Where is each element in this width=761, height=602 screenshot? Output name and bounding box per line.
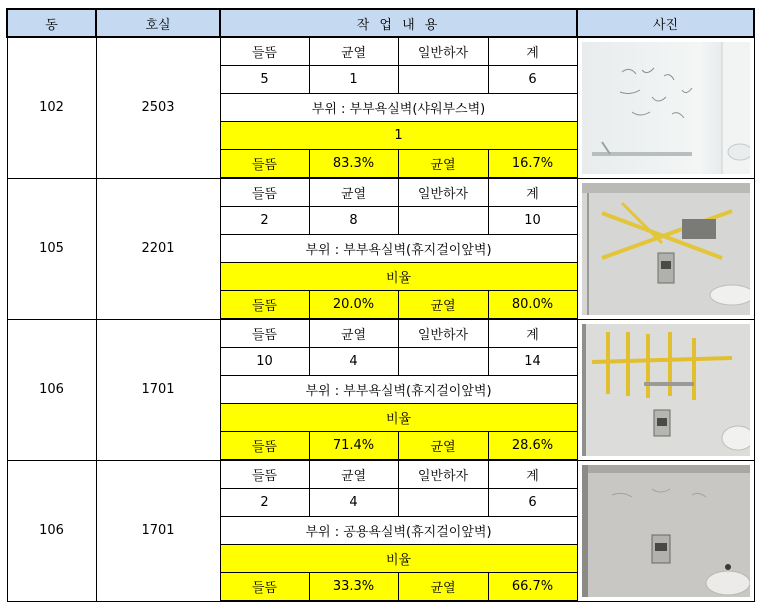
value-cell: 10 xyxy=(488,207,577,235)
col-label: 균열 xyxy=(309,460,398,489)
col-label: 계 xyxy=(488,460,577,489)
bathroom-wall-photo xyxy=(582,465,750,597)
col-label: 들뜸 xyxy=(220,319,309,348)
col-label: 일반하자 xyxy=(398,37,488,66)
ratio-type-1: 들뜸 xyxy=(220,291,309,320)
room-cell: 2503 xyxy=(96,37,220,178)
col-label: 균열 xyxy=(309,178,398,207)
room-cell: 1701 xyxy=(96,460,220,601)
col-label: 계 xyxy=(488,178,577,207)
ratio-value-1: 83.3% xyxy=(309,150,398,179)
defect-table xyxy=(6,8,755,602)
ratio-label: 비율 xyxy=(220,404,577,432)
ratio-value-1: 20.0% xyxy=(309,291,398,320)
value-cell: 6 xyxy=(488,489,577,517)
ratio-value-1: 33.3% xyxy=(309,573,398,602)
value-cell xyxy=(398,207,488,235)
room-cell: 2201 xyxy=(96,178,220,319)
col-label: 균열 xyxy=(309,37,398,66)
part-description: 부위 : 부부욕실벽(휴지걸이앞벽) xyxy=(220,235,577,263)
value-cell: 5 xyxy=(220,66,309,94)
photo-cell xyxy=(577,319,754,460)
col-label: 들뜸 xyxy=(220,37,309,66)
record-row xyxy=(7,319,754,348)
ratio-type-2: 균열 xyxy=(398,291,488,320)
col-label: 일반하자 xyxy=(398,460,488,489)
value-cell: 2 xyxy=(220,207,309,235)
col-label: 균열 xyxy=(309,319,398,348)
col-label: 계 xyxy=(488,319,577,348)
value-cell: 10 xyxy=(220,348,309,376)
value-cell: 4 xyxy=(309,489,398,517)
col-label: 들뜸 xyxy=(220,178,309,207)
header-room: 호실 xyxy=(96,9,220,37)
col-label: 일반하자 xyxy=(398,178,488,207)
record-row xyxy=(7,37,754,66)
ratio-label: 비율 xyxy=(220,263,577,291)
dong-cell: 106 xyxy=(7,319,96,460)
ratio-label: 비율 xyxy=(220,545,577,573)
dong-cell: 102 xyxy=(7,37,96,178)
value-cell xyxy=(398,489,488,517)
part-description: 부위 : 부부욕실벽(샤워부스벽) xyxy=(220,94,577,122)
dong-cell: 106 xyxy=(7,460,96,601)
photo-cell xyxy=(577,460,754,601)
part-description: 부위 : 부부욕실벽(휴지걸이앞벽) xyxy=(220,376,577,404)
ratio-label: 1 xyxy=(220,122,577,150)
record-row xyxy=(7,178,754,207)
header-photo: 사진 xyxy=(577,9,754,37)
col-label: 들뜸 xyxy=(220,460,309,489)
wall-tape-lines-photo xyxy=(582,324,750,456)
ratio-value-2: 80.0% xyxy=(488,291,577,320)
value-cell: 4 xyxy=(309,348,398,376)
ratio-value-1: 71.4% xyxy=(309,432,398,461)
part-description: 부위 : 공용욕실벽(휴지걸이앞벽) xyxy=(220,517,577,545)
header-dong: 동 xyxy=(7,9,96,37)
value-cell xyxy=(398,66,488,94)
shower-wall-photo xyxy=(582,42,750,174)
record-row xyxy=(7,460,754,489)
room-cell: 1701 xyxy=(96,319,220,460)
wall-tape-x-photo xyxy=(582,183,750,315)
dong-cell: 105 xyxy=(7,178,96,319)
value-cell: 6 xyxy=(488,66,577,94)
ratio-type-1: 들뜸 xyxy=(220,150,309,179)
col-label: 일반하자 xyxy=(398,319,488,348)
value-cell: 14 xyxy=(488,348,577,376)
value-cell xyxy=(398,348,488,376)
photo-cell xyxy=(577,37,754,178)
photo-cell xyxy=(577,178,754,319)
ratio-type-1: 들뜸 xyxy=(220,573,309,602)
value-cell: 8 xyxy=(309,207,398,235)
header-work: 작 업 내 용 xyxy=(220,9,577,37)
value-cell: 2 xyxy=(220,489,309,517)
value-cell: 1 xyxy=(309,66,398,94)
ratio-type-1: 들뜸 xyxy=(220,432,309,461)
ratio-type-2: 균열 xyxy=(398,573,488,602)
ratio-value-2: 66.7% xyxy=(488,573,577,602)
col-label: 계 xyxy=(488,37,577,66)
ratio-type-2: 균열 xyxy=(398,432,488,461)
ratio-value-2: 28.6% xyxy=(488,432,577,461)
ratio-value-2: 16.7% xyxy=(488,150,577,179)
defect-report xyxy=(6,8,753,596)
ratio-type-2: 균열 xyxy=(398,150,488,179)
